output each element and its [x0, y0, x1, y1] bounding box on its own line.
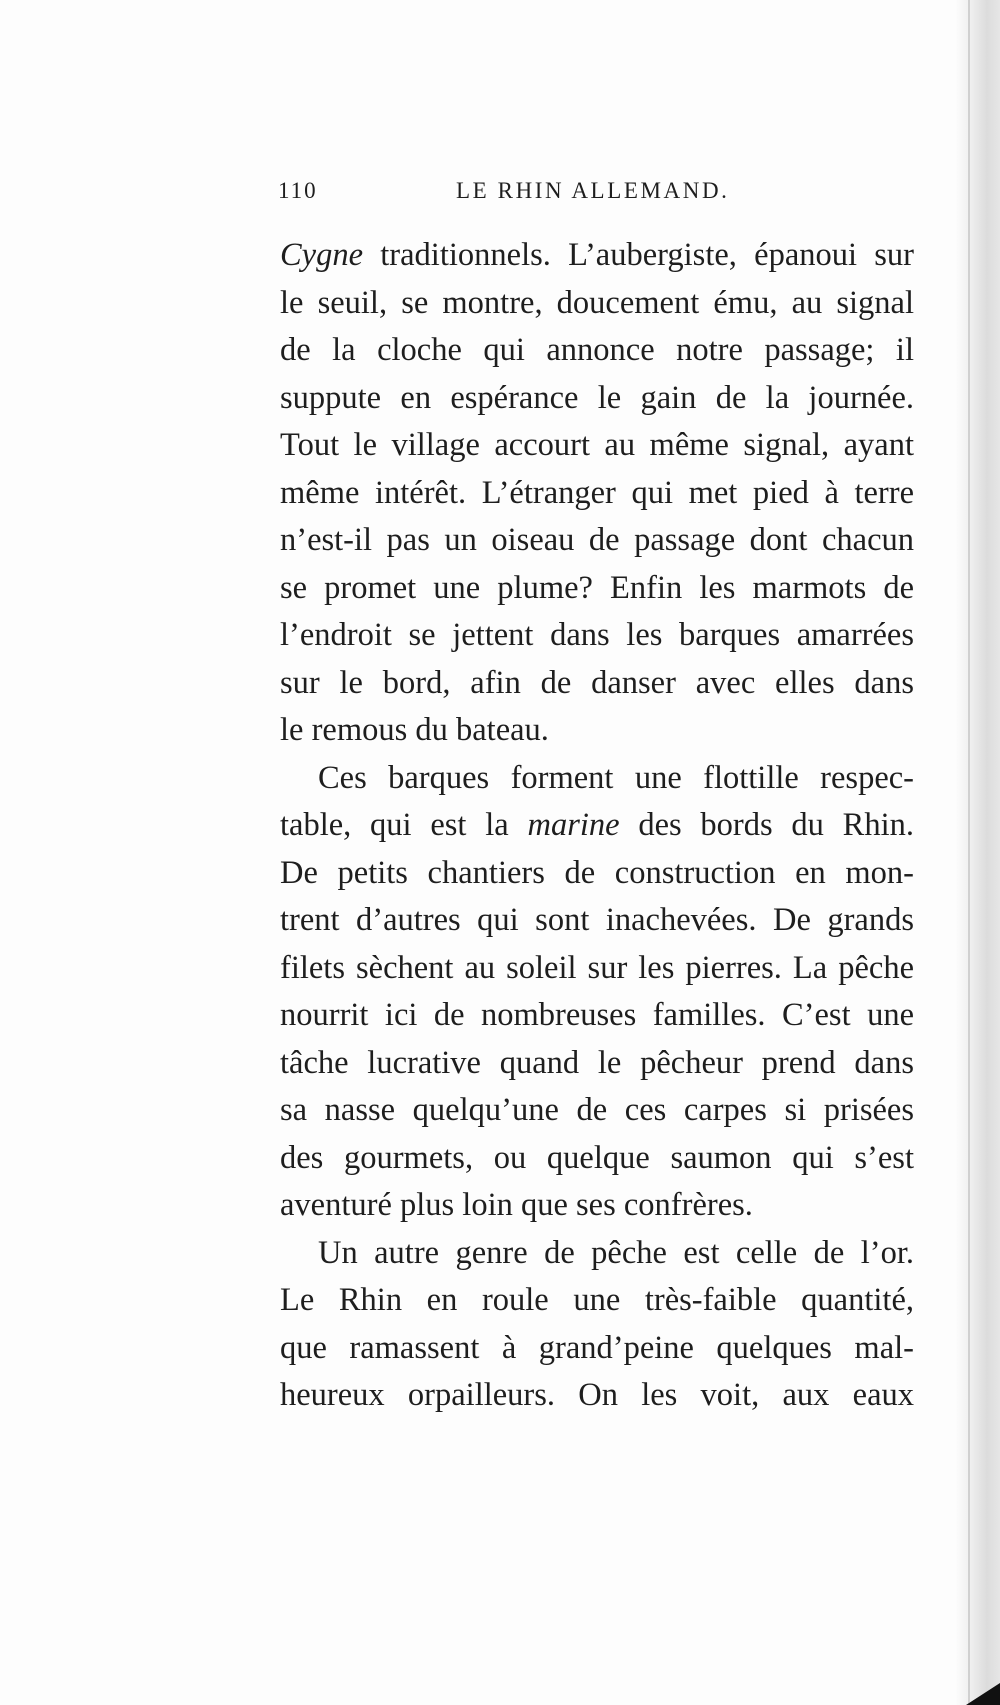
text-line: aventuré plus loin que ses confrères.	[280, 1187, 753, 1223]
running-title: LE RHIN ALLEMAND.	[456, 178, 730, 203]
italic-word: Cygne	[280, 237, 364, 273]
text-line: tâche lucrative quand le pêcheur prend dans	[280, 1044, 914, 1081]
italic-word: marine	[527, 807, 620, 843]
text-line: le remous du bateau.	[280, 712, 549, 748]
corner-mark	[966, 1683, 1000, 1705]
text-line: n’est-il pas un oiseau de passage dont chacun	[280, 522, 914, 558]
text-line: de la cloche qui annonce notre passage; il	[280, 332, 914, 368]
text-line: Ces barques forment une flottille respec-	[318, 759, 914, 796]
body-text	[280, 232, 914, 1420]
text-line: se promet une plume? Enfin les marmots de	[280, 569, 914, 606]
page-edge-line	[968, 0, 970, 1705]
page-edge-shadow	[956, 0, 1000, 1705]
text-line: Le Rhin en roule une très-faible quantité,	[280, 1282, 914, 1318]
text-line: table, qui est la marine des bords du Rhin.	[280, 807, 915, 843]
text-line: Cygne traditionnels. L’aubergiste, épanoui sur	[280, 237, 914, 273]
text-line: sur le bord, afin de danser avec elles dans	[280, 664, 914, 701]
text-line: Un autre genre de pêche est celle de l’or.	[318, 1234, 914, 1271]
text-line: le seuil, se montre, doucement ému, au signal	[280, 284, 914, 321]
running-header	[278, 178, 754, 212]
text-line: De petits chantiers de construction en mon-	[280, 854, 914, 891]
text-line: que ramassent à grand’peine quelques mal-	[280, 1329, 914, 1366]
text-line: même intérêt. L’étranger qui met pied à terre	[280, 474, 914, 511]
text-line: sa nasse quelqu’une de ces carpes si prisées	[280, 1092, 914, 1128]
text-line: heureux orpailleurs. On les voit, aux eaux	[280, 1377, 914, 1413]
text-line: suppute en espérance le gain de la journée.	[280, 379, 914, 416]
text-line: filets sèchent au soleil sur les pierres. La pêche	[280, 949, 914, 986]
text-line: Tout le village accourt au même signal, ayant	[280, 427, 914, 463]
text-line: trent d’autres qui sont inachevées. De grands	[280, 902, 914, 938]
text-line: des gourmets, ou quelque saumon qui s’est	[280, 1139, 914, 1176]
text-line: nourrit ici de nombreuses familles. C’est une	[280, 997, 914, 1033]
page-number: 110	[278, 178, 318, 203]
text-line: l’endroit se jettent dans les barques amarrées	[280, 617, 914, 653]
